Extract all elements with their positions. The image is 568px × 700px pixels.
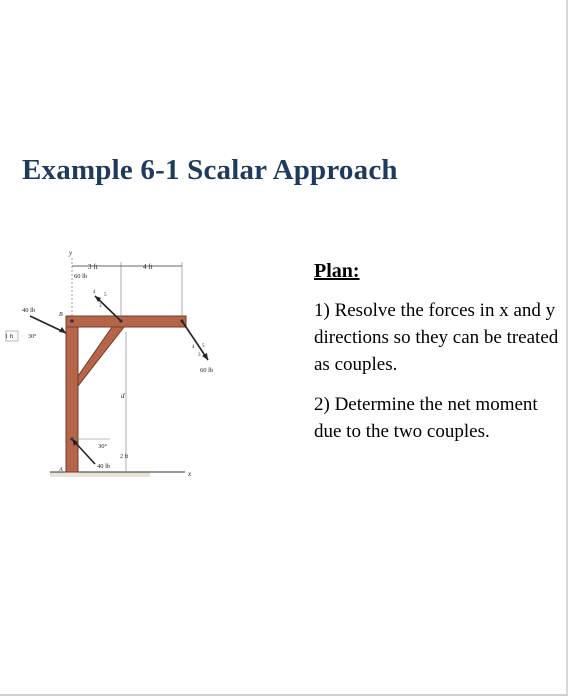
label-point-b: B (59, 312, 63, 318)
ratio-4-top: 4 (93, 290, 96, 295)
step-number: 2) (314, 394, 330, 415)
label-40lb-left: 40 lb (22, 307, 36, 314)
step-number: 1) (314, 300, 330, 321)
label-point-a: A (59, 467, 63, 473)
label-3ft: 3 ft (88, 263, 98, 271)
label-x-axis: x (188, 470, 192, 478)
label-1ft: 1 ft (5, 334, 14, 340)
plan-step-1 (314, 297, 564, 378)
label-60lb-top: 60 lb (74, 273, 88, 280)
plan-section (314, 258, 564, 458)
ground-hatch (50, 472, 150, 477)
force-60-right-head (202, 353, 208, 360)
ratio-4-right: 4 (192, 345, 195, 350)
pin-b (70, 319, 74, 323)
ratio-5-top: 5 (104, 293, 107, 298)
frame-brace (78, 327, 124, 386)
ratio-3-right: 3 (198, 353, 201, 358)
label-30-bottom: 30° (98, 443, 108, 450)
force-60-right-arrow (182, 321, 208, 360)
label-60lb-right: 60 lb (200, 367, 214, 374)
frame-post (66, 316, 78, 472)
plan-step-2 (314, 391, 564, 445)
label-d: d (121, 392, 125, 400)
label-30-left: 30° (28, 334, 37, 340)
step-text: Determine the net moment due to the two couples. (314, 394, 538, 442)
slide-title: Example 6-1 Scalar Approach (22, 154, 398, 186)
ratio-5-right: 5 (202, 344, 205, 349)
frame-diagram (0, 236, 300, 506)
frame-beam (66, 316, 186, 327)
label-40lb-bottom: 40 lb (97, 463, 111, 470)
plan-heading: Plan: (314, 260, 360, 282)
label-2ft: 2 ft (120, 454, 129, 460)
step-text: Resolve the forces in x and y directions so they can be treated as couples. (314, 300, 559, 375)
ratio-3-top: 3 (99, 304, 102, 309)
label-y-axis: y (69, 249, 73, 257)
label-4ft: 4 ft (143, 263, 153, 271)
